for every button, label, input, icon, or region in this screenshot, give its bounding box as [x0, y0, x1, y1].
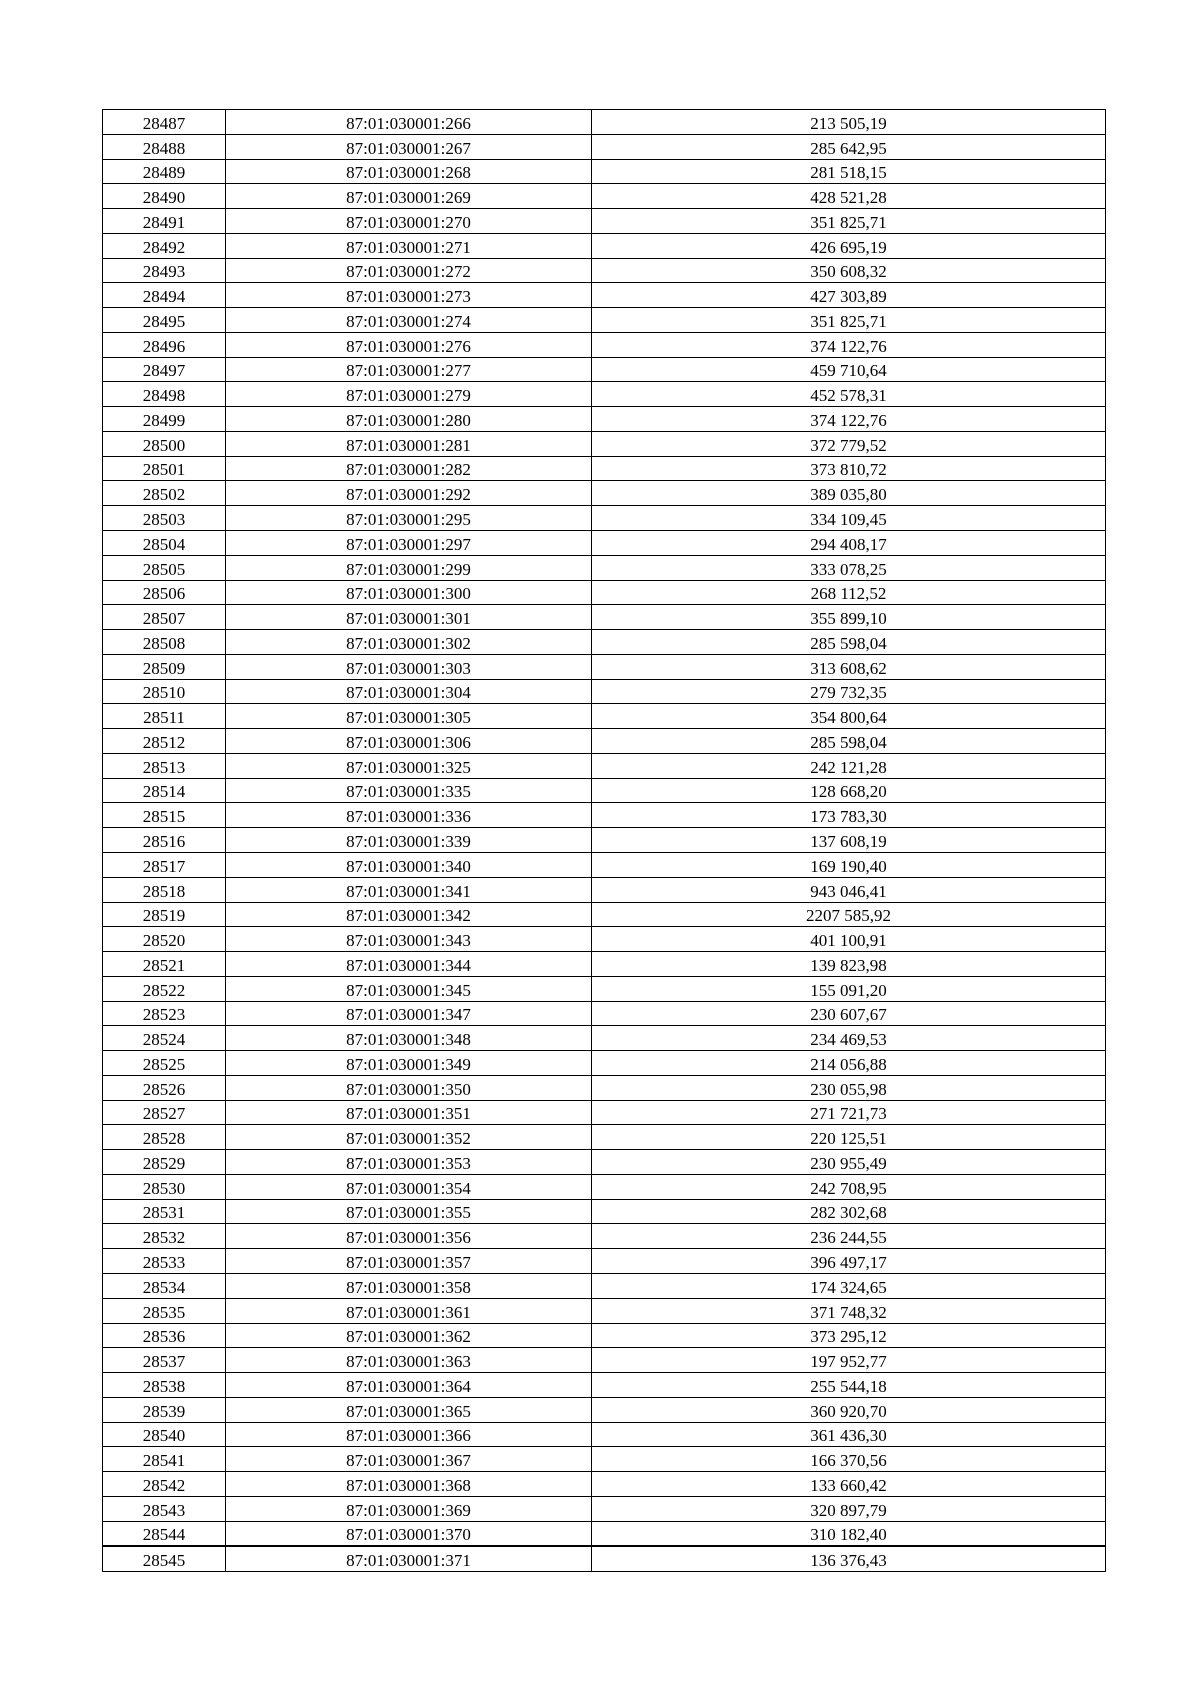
cadastral-number-cell: 87:01:030001:268	[226, 159, 592, 184]
table-row	[103, 630, 1106, 655]
row-number-cell: 28507	[103, 605, 226, 630]
table-row	[103, 1273, 1106, 1298]
cadastral-value-cell: 310 182,40	[592, 1521, 1106, 1546]
cadastral-number-cell: 87:01:030001:349	[226, 1051, 592, 1076]
cadastral-number-cell: 87:01:030001:366	[226, 1422, 592, 1447]
row-number-cell: 28519	[103, 902, 226, 927]
row-number-cell: 28524	[103, 1026, 226, 1051]
row-number-cell: 28543	[103, 1496, 226, 1521]
table-row	[103, 1249, 1106, 1274]
cadastral-number-cell: 87:01:030001:301	[226, 605, 592, 630]
cadastral-number-cell: 87:01:030001:345	[226, 976, 592, 1001]
row-number-cell: 28534	[103, 1273, 226, 1298]
table-row	[103, 1026, 1106, 1051]
cadastral-value-cell: 285 642,95	[592, 134, 1106, 159]
row-number-cell: 28489	[103, 159, 226, 184]
cadastral-value-cell: 354 800,64	[592, 704, 1106, 729]
table-row	[103, 927, 1106, 952]
table-row	[103, 952, 1106, 977]
table-row	[103, 1125, 1106, 1150]
table-row	[103, 778, 1106, 803]
row-number-cell: 28544	[103, 1521, 226, 1546]
table-row	[103, 506, 1106, 531]
row-number-cell: 28532	[103, 1224, 226, 1249]
cadastral-number-cell: 87:01:030001:352	[226, 1125, 592, 1150]
table-body	[103, 110, 1106, 1572]
row-number-cell: 28527	[103, 1100, 226, 1125]
row-number-cell: 28545	[103, 1546, 226, 1571]
row-number-cell: 28540	[103, 1422, 226, 1447]
row-number-cell: 28518	[103, 877, 226, 902]
table-row	[103, 1422, 1106, 1447]
cadastral-value-cell: 128 668,20	[592, 778, 1106, 803]
table-row	[103, 456, 1106, 481]
cadastral-number-cell: 87:01:030001:371	[226, 1546, 592, 1571]
cadastral-value-cell: 371 748,32	[592, 1298, 1106, 1323]
table-row	[103, 1348, 1106, 1373]
row-number-cell: 28510	[103, 679, 226, 704]
cadastral-number-cell: 87:01:030001:339	[226, 828, 592, 853]
cadastral-number-cell: 87:01:030001:361	[226, 1298, 592, 1323]
row-number-cell: 28502	[103, 481, 226, 506]
table-row	[103, 654, 1106, 679]
cadastral-number-cell: 87:01:030001:342	[226, 902, 592, 927]
cadastral-number-cell: 87:01:030001:364	[226, 1373, 592, 1398]
cadastral-value-cell: 320 897,79	[592, 1496, 1106, 1521]
table-row	[103, 431, 1106, 456]
table-row	[103, 1001, 1106, 1026]
cadastral-number-cell: 87:01:030001:368	[226, 1472, 592, 1497]
table-row	[103, 308, 1106, 333]
row-number-cell: 28536	[103, 1323, 226, 1348]
table-row	[103, 357, 1106, 382]
row-number-cell: 28513	[103, 753, 226, 778]
cadastral-value-cell: 173 783,30	[592, 803, 1106, 828]
row-number-cell: 28499	[103, 407, 226, 432]
cadastral-number-cell: 87:01:030001:267	[226, 134, 592, 159]
row-number-cell: 28506	[103, 580, 226, 605]
row-number-cell: 28523	[103, 1001, 226, 1026]
cadastral-value-cell: 285 598,04	[592, 729, 1106, 754]
cadastral-value-cell: 230 055,98	[592, 1075, 1106, 1100]
table-row	[103, 1199, 1106, 1224]
table-row	[103, 110, 1106, 135]
table-row	[103, 1100, 1106, 1125]
cadastral-value-cell: 459 710,64	[592, 357, 1106, 382]
cadastral-value-table	[102, 109, 1106, 1572]
cadastral-value-cell: 133 660,42	[592, 1472, 1106, 1497]
table-row	[103, 902, 1106, 927]
cadastral-value-cell: 230 955,49	[592, 1150, 1106, 1175]
cadastral-number-cell: 87:01:030001:266	[226, 110, 592, 135]
table-row	[103, 852, 1106, 877]
cadastral-value-cell: 943 046,41	[592, 877, 1106, 902]
table-row	[103, 704, 1106, 729]
row-number-cell: 28493	[103, 258, 226, 283]
cadastral-value-cell: 374 122,76	[592, 407, 1106, 432]
cadastral-value-cell: 281 518,15	[592, 159, 1106, 184]
row-number-cell: 28505	[103, 555, 226, 580]
cadastral-number-cell: 87:01:030001:277	[226, 357, 592, 382]
cadastral-value-cell: 255 544,18	[592, 1373, 1106, 1398]
cadastral-value-cell: 271 721,73	[592, 1100, 1106, 1125]
row-number-cell: 28517	[103, 852, 226, 877]
cadastral-number-cell: 87:01:030001:271	[226, 233, 592, 258]
cadastral-value-cell: 197 952,77	[592, 1348, 1106, 1373]
cadastral-value-cell: 426 695,19	[592, 233, 1106, 258]
row-number-cell: 28535	[103, 1298, 226, 1323]
cadastral-value-cell: 2207 585,92	[592, 902, 1106, 927]
row-number-cell: 28542	[103, 1472, 226, 1497]
row-number-cell: 28501	[103, 456, 226, 481]
table-row	[103, 233, 1106, 258]
cadastral-number-cell: 87:01:030001:335	[226, 778, 592, 803]
table-row	[103, 679, 1106, 704]
row-number-cell: 28498	[103, 382, 226, 407]
cadastral-number-cell: 87:01:030001:341	[226, 877, 592, 902]
table-row	[103, 605, 1106, 630]
row-number-cell: 28537	[103, 1348, 226, 1373]
cadastral-number-cell: 87:01:030001:273	[226, 283, 592, 308]
cadastral-number-cell: 87:01:030001:305	[226, 704, 592, 729]
row-number-cell: 28515	[103, 803, 226, 828]
cadastral-value-cell: 282 302,68	[592, 1199, 1106, 1224]
cadastral-value-cell: 396 497,17	[592, 1249, 1106, 1274]
row-number-cell: 28526	[103, 1075, 226, 1100]
row-number-cell: 28492	[103, 233, 226, 258]
cadastral-number-cell: 87:01:030001:370	[226, 1521, 592, 1546]
row-number-cell: 28514	[103, 778, 226, 803]
cadastral-number-cell: 87:01:030001:269	[226, 184, 592, 209]
table-row	[103, 1521, 1106, 1546]
table-row	[103, 828, 1106, 853]
cadastral-number-cell: 87:01:030001:362	[226, 1323, 592, 1348]
table-row	[103, 332, 1106, 357]
cadastral-number-cell: 87:01:030001:272	[226, 258, 592, 283]
cadastral-number-cell: 87:01:030001:276	[226, 332, 592, 357]
table-row	[103, 407, 1106, 432]
table-row	[103, 1496, 1106, 1521]
table-row	[103, 1447, 1106, 1472]
cadastral-number-cell: 87:01:030001:336	[226, 803, 592, 828]
cadastral-number-cell: 87:01:030001:270	[226, 209, 592, 234]
cadastral-value-cell: 428 521,28	[592, 184, 1106, 209]
table-row	[103, 1323, 1106, 1348]
cadastral-number-cell: 87:01:030001:282	[226, 456, 592, 481]
cadastral-value-cell: 350 608,32	[592, 258, 1106, 283]
cadastral-value-cell: 373 810,72	[592, 456, 1106, 481]
cadastral-number-cell: 87:01:030001:355	[226, 1199, 592, 1224]
cadastral-number-cell: 87:01:030001:358	[226, 1273, 592, 1298]
cadastral-value-cell: 294 408,17	[592, 531, 1106, 556]
cadastral-value-cell: 166 370,56	[592, 1447, 1106, 1472]
cadastral-number-cell: 87:01:030001:280	[226, 407, 592, 432]
cadastral-number-cell: 87:01:030001:279	[226, 382, 592, 407]
row-number-cell: 28539	[103, 1397, 226, 1422]
cadastral-value-cell: 285 598,04	[592, 630, 1106, 655]
cadastral-number-cell: 87:01:030001:369	[226, 1496, 592, 1521]
cadastral-number-cell: 87:01:030001:344	[226, 952, 592, 977]
cadastral-number-cell: 87:01:030001:325	[226, 753, 592, 778]
cadastral-number-cell: 87:01:030001:367	[226, 1447, 592, 1472]
table-row	[103, 580, 1106, 605]
row-number-cell: 28494	[103, 283, 226, 308]
table-row	[103, 1472, 1106, 1497]
cadastral-value-cell: 361 436,30	[592, 1422, 1106, 1447]
row-number-cell: 28525	[103, 1051, 226, 1076]
row-number-cell: 28533	[103, 1249, 226, 1274]
cadastral-value-cell: 220 125,51	[592, 1125, 1106, 1150]
cadastral-number-cell: 87:01:030001:292	[226, 481, 592, 506]
cadastral-number-cell: 87:01:030001:303	[226, 654, 592, 679]
row-number-cell: 28538	[103, 1373, 226, 1398]
table-row	[103, 531, 1106, 556]
table-row	[103, 382, 1106, 407]
row-number-cell: 28497	[103, 357, 226, 382]
row-number-cell: 28528	[103, 1125, 226, 1150]
row-number-cell: 28491	[103, 209, 226, 234]
cadastral-value-cell: 401 100,91	[592, 927, 1106, 952]
cadastral-value-cell: 137 608,19	[592, 828, 1106, 853]
cadastral-number-cell: 87:01:030001:297	[226, 531, 592, 556]
table-row	[103, 1051, 1106, 1076]
row-number-cell: 28521	[103, 952, 226, 977]
table-row	[103, 159, 1106, 184]
cadastral-value-cell: 373 295,12	[592, 1323, 1106, 1348]
row-number-cell: 28496	[103, 332, 226, 357]
table-row	[103, 1373, 1106, 1398]
table-row	[103, 729, 1106, 754]
row-number-cell: 28508	[103, 630, 226, 655]
row-number-cell: 28490	[103, 184, 226, 209]
cadastral-value-cell: 452 578,31	[592, 382, 1106, 407]
row-number-cell: 28516	[103, 828, 226, 853]
cadastral-value-cell: 374 122,76	[592, 332, 1106, 357]
cadastral-value-cell: 279 732,35	[592, 679, 1106, 704]
row-number-cell: 28529	[103, 1150, 226, 1175]
cadastral-number-cell: 87:01:030001:354	[226, 1174, 592, 1199]
table-row	[103, 803, 1106, 828]
row-number-cell: 28530	[103, 1174, 226, 1199]
cadastral-number-cell: 87:01:030001:340	[226, 852, 592, 877]
cadastral-value-cell: 351 825,71	[592, 209, 1106, 234]
row-number-cell: 28487	[103, 110, 226, 135]
row-number-cell: 28531	[103, 1199, 226, 1224]
table-row	[103, 134, 1106, 159]
row-number-cell: 28520	[103, 927, 226, 952]
row-number-cell: 28522	[103, 976, 226, 1001]
table-row	[103, 283, 1106, 308]
cadastral-number-cell: 87:01:030001:353	[226, 1150, 592, 1175]
table-row	[103, 209, 1106, 234]
table-row	[103, 877, 1106, 902]
cadastral-value-cell: 427 303,89	[592, 283, 1106, 308]
cadastral-value-cell: 155 091,20	[592, 976, 1106, 1001]
cadastral-value-cell: 372 779,52	[592, 431, 1106, 456]
cadastral-value-cell: 389 035,80	[592, 481, 1106, 506]
table-row	[103, 481, 1106, 506]
cadastral-value-cell: 213 505,19	[592, 110, 1106, 135]
cadastral-number-cell: 87:01:030001:281	[226, 431, 592, 456]
row-number-cell: 28500	[103, 431, 226, 456]
cadastral-value-cell: 333 078,25	[592, 555, 1106, 580]
cadastral-number-cell: 87:01:030001:356	[226, 1224, 592, 1249]
table-row	[103, 753, 1106, 778]
cadastral-value-cell: 334 109,45	[592, 506, 1106, 531]
table-row	[103, 1546, 1106, 1571]
cadastral-value-cell: 234 469,53	[592, 1026, 1106, 1051]
cadastral-value-cell: 355 899,10	[592, 605, 1106, 630]
row-number-cell: 28512	[103, 729, 226, 754]
cadastral-number-cell: 87:01:030001:343	[226, 927, 592, 952]
cadastral-number-cell: 87:01:030001:348	[226, 1026, 592, 1051]
cadastral-value-cell: 242 708,95	[592, 1174, 1106, 1199]
row-number-cell: 28495	[103, 308, 226, 333]
cadastral-number-cell: 87:01:030001:363	[226, 1348, 592, 1373]
row-number-cell: 28503	[103, 506, 226, 531]
cadastral-number-cell: 87:01:030001:365	[226, 1397, 592, 1422]
cadastral-value-cell: 139 823,98	[592, 952, 1106, 977]
cadastral-value-cell: 236 244,55	[592, 1224, 1106, 1249]
cadastral-value-cell: 169 190,40	[592, 852, 1106, 877]
cadastral-value-cell: 242 121,28	[592, 753, 1106, 778]
table-row	[103, 1174, 1106, 1199]
row-number-cell: 28488	[103, 134, 226, 159]
cadastral-number-cell: 87:01:030001:302	[226, 630, 592, 655]
cadastral-number-cell: 87:01:030001:304	[226, 679, 592, 704]
cadastral-number-cell: 87:01:030001:299	[226, 555, 592, 580]
cadastral-number-cell: 87:01:030001:357	[226, 1249, 592, 1274]
cadastral-value-cell: 136 376,43	[592, 1546, 1106, 1571]
cadastral-value-cell: 360 920,70	[592, 1397, 1106, 1422]
row-number-cell: 28509	[103, 654, 226, 679]
cadastral-number-cell: 87:01:030001:274	[226, 308, 592, 333]
table-row	[103, 1397, 1106, 1422]
cadastral-value-cell: 214 056,88	[592, 1051, 1106, 1076]
cadastral-value-cell: 230 607,67	[592, 1001, 1106, 1026]
cadastral-value-cell: 313 608,62	[592, 654, 1106, 679]
cadastral-number-cell: 87:01:030001:295	[226, 506, 592, 531]
table-row	[103, 1075, 1106, 1100]
cadastral-number-cell: 87:01:030001:351	[226, 1100, 592, 1125]
table-row	[103, 258, 1106, 283]
cadastral-number-cell: 87:01:030001:350	[226, 1075, 592, 1100]
table-row	[103, 1150, 1106, 1175]
cadastral-value-cell: 351 825,71	[592, 308, 1106, 333]
table-row	[103, 555, 1106, 580]
cadastral-number-cell: 87:01:030001:347	[226, 1001, 592, 1026]
row-number-cell: 28504	[103, 531, 226, 556]
cadastral-number-cell: 87:01:030001:306	[226, 729, 592, 754]
table-row	[103, 1298, 1106, 1323]
row-number-cell: 28541	[103, 1447, 226, 1472]
cadastral-value-cell: 268 112,52	[592, 580, 1106, 605]
cadastral-value-cell: 174 324,65	[592, 1273, 1106, 1298]
row-number-cell: 28511	[103, 704, 226, 729]
table-row	[103, 976, 1106, 1001]
table-row	[103, 184, 1106, 209]
cadastral-number-cell: 87:01:030001:300	[226, 580, 592, 605]
table-row	[103, 1224, 1106, 1249]
